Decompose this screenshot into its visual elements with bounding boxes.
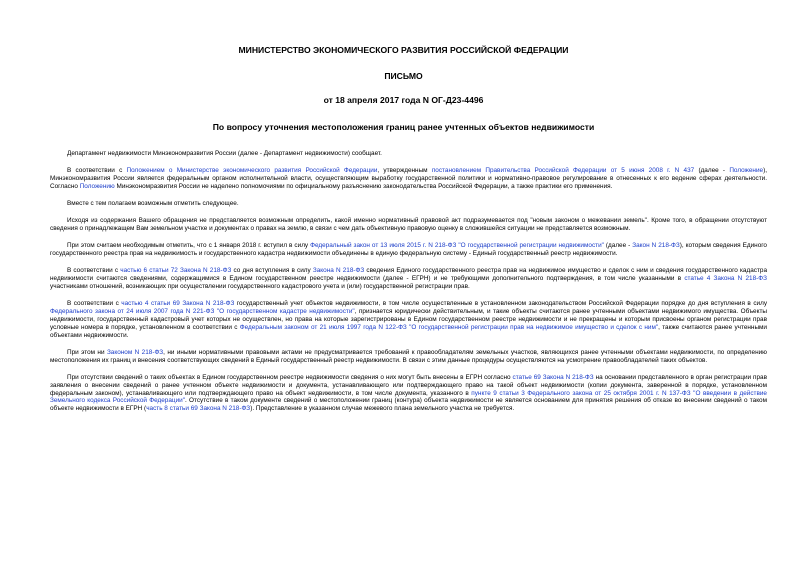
paragraph-text: участниками отношений, возникающих при осуществлении государственного кадастрового учета и (или) государственной регистрации прав. <box>50 282 470 290</box>
document-date-number: от 18 апреля 2017 года N ОГ-Д23-4496 <box>323 95 484 105</box>
paragraph <box>50 200 767 208</box>
paragraph-text: В соответствии с <box>67 167 127 175</box>
paragraph <box>50 242 767 258</box>
paragraph <box>50 217 767 233</box>
paragraph-text: Вместе с тем полагаем возможным отметить следующее. <box>67 200 239 207</box>
legal-reference-link[interactable]: Закон N 218-ФЗ <box>632 242 680 250</box>
paragraph-text: государственный учет объектов недвижимости, в том числе осуществленные в установленном законодательством Российской Федерации порядке до дня вступления в силу <box>234 300 768 307</box>
ministry-heading: МИНИСТЕРСТВО ЭКОНОМИЧЕСКОГО РАЗВИТИЯ РОССИЙСКОЙ ФЕДЕРАЦИИ <box>238 45 569 55</box>
paragraph <box>50 150 767 158</box>
paragraph <box>50 267 767 291</box>
paragraph <box>50 167 767 191</box>
legal-reference-link[interactable]: Федеральным законом от 21 июля 1997 года N 122-ФЗ "О государственной регистрации прав на недвижимое имущество и сделок с ним" <box>239 323 659 331</box>
paragraph-text: Департамент недвижимости Минэкономразвития России (далее - Департамент недвижимости) сообщает. <box>67 150 382 157</box>
legal-reference-link[interactable]: Законом N 218-ФЗ <box>106 348 164 356</box>
paragraph-text: сведения Единого государственного реестра прав на недвижимое имущество и сделок с ним и сведения государственного кадастра недвижимости считаются сведениями, содержащимися в Едином государственном реестре недвижимости (далее - ЕГРН) и не требующими дополнительного подтверждения, в том числе указанными в <box>50 267 767 282</box>
legal-reference-link[interactable]: Положением о Министерстве экономического развития Российской Федерации <box>126 167 378 175</box>
document-body <box>50 150 767 422</box>
legal-reference-link[interactable]: постановлением Правительства Российской Федерации от 5 июня 2008 г. N 437 <box>431 167 695 175</box>
paragraph-text: Минэкономразвития России не наделено полномочиями по официальному разъяснению законодательства Российской Федерации, а также практики его применения. <box>114 182 613 190</box>
paragraph-text: ), Минэкономразвития России является федеральным органом исполнительной власти, осуществляющим выработку государственной политики и нормативно-правовое регулирование в отнесенных к его ведение сферах деятельности. Согласно <box>50 167 767 190</box>
document-subject: По вопросу уточнения местоположения границ ранее учтенных объектов недвижимости <box>212 122 595 132</box>
legal-reference-link[interactable]: частью 4 статьи 69 Закона N 218-ФЗ <box>121 300 235 307</box>
paragraph-text: на основании представленного в орган регистрации прав заявления о внесении сведений о ранее учтенном объекте недвижимости и документа, устанавливающего или подтверждающего право на такой объект недвижимости (копии документа, заверенной в порядке, установленном федеральным законом), устанавливающего или подтверждающего право на объект недвижимости, в том числе документа, указанного в <box>50 373 768 397</box>
paragraph-text: В соответствии с <box>67 300 122 307</box>
paragraph-text: со дня вступления в силу <box>231 267 313 275</box>
legal-reference-link[interactable]: Положение <box>729 167 764 175</box>
paragraph-text: ), которым сведения Единого государственного реестра прав на недвижимость и государственного кадастра недвижимости объединены в единую федеральную систему - Единый государственный реестр недвижимости. <box>50 242 767 257</box>
legal-reference-link[interactable]: Закона N 218-ФЗ <box>312 267 365 275</box>
paragraph-text: В соответствии с <box>67 267 121 275</box>
legal-reference-link[interactable]: Федеральный закон от 13 июля 2015 г. N 218-ФЗ "О государственной регистрации недвижимости" <box>310 242 604 250</box>
paragraph-text: , утвержденным <box>377 167 432 175</box>
paragraph-text: , также считаются ранее учтенными объектами недвижимости. <box>50 323 767 339</box>
legal-reference-link[interactable]: Положению <box>79 182 115 190</box>
legal-reference-link[interactable]: статье 4 Закона N 218-ФЗ <box>684 275 767 282</box>
legal-reference-link[interactable]: пункте 9 статьи 3 Федерального закона от 25 октября 2001 г. N 137-ФЗ "О введении в действие Земельного кодекса Российской Федерации" <box>50 389 767 405</box>
paragraph <box>50 349 767 365</box>
legal-reference-link[interactable]: часть 8 статьи 69 Закона N 218-ФЗ <box>146 405 251 413</box>
paragraph-text: При отсутствии сведений о таких объектах в Едином государственном реестре недвижимости сведения о них могут быть внесены в ЕГРН согласно <box>67 373 513 381</box>
paragraph <box>50 300 767 340</box>
document-type: ПИСЬМО <box>384 71 423 81</box>
paragraph-text: . Отсутствие в таком документе сведений о местоположении границ (контура) объекта недвижимости не является основанием для принятия решения об отказе во внесении сведений о таком объекте недвижимости в ЕГРН ( <box>50 397 768 413</box>
paragraph <box>50 374 767 414</box>
legal-reference-link[interactable]: частью 6 статьи 72 Закона N 218-ФЗ <box>120 267 232 275</box>
paragraph-text: При этом считаем необходимым отметить, что с 1 января 2018 г. вступил в силу <box>67 242 311 250</box>
paragraph-text: (далее - <box>603 242 633 250</box>
paragraph-text: (далее - <box>694 167 730 175</box>
paragraph-text: Исходя из содержания Вашего обращения не представляется возможным определить, какой именно нормативный правовой акт подразумевается под "новым законом о межевании земель". Кроме того, в обращении отсутствуют сведения о принадлежащем Вам земельном участке и документах о правах на землю, в связи с чем дать объективную правовую оценку в сложившейся ситуации не представляется возможным. <box>50 217 767 232</box>
legal-reference-link[interactable]: статье 69 Закона N 218-ФЗ <box>512 373 594 381</box>
paragraph-text: При этом ни <box>67 348 107 356</box>
paragraph-text: , ни иными нормативными правовыми актами не предусматривается требований к правообладателям земельных участков, являющихся ранее учтенными объектами недвижимости, по определению местоположения их границ и внесения соответствующих сведений в Единый государственный реестр недвижимости. В связи с этим данные процедуры осуществляются на усмотрение правообладателей таких объектов. <box>50 348 767 364</box>
legal-reference-link[interactable]: Федерального закона от 24 июля 2007 года N 221-ФЗ "О государственном кадастре недвижимости" <box>50 307 355 315</box>
paragraph-text: ). Представление в указанном случае межевого плана земельного участка не требуется. <box>250 405 515 413</box>
paragraph-text: , признается юридически действительным, и такие объекты считаются ранее учтенными объектами недвижимого имущества. Объекты недвижимости, государственный кадастровый учет которых не осуществлен, но права на которые зарегистрированы в Едином государственном реестре недвижимости и не прекращены и которым присвоены органом регистрации прав условные номера в порядке, установленном в соответствии с <box>50 307 768 331</box>
